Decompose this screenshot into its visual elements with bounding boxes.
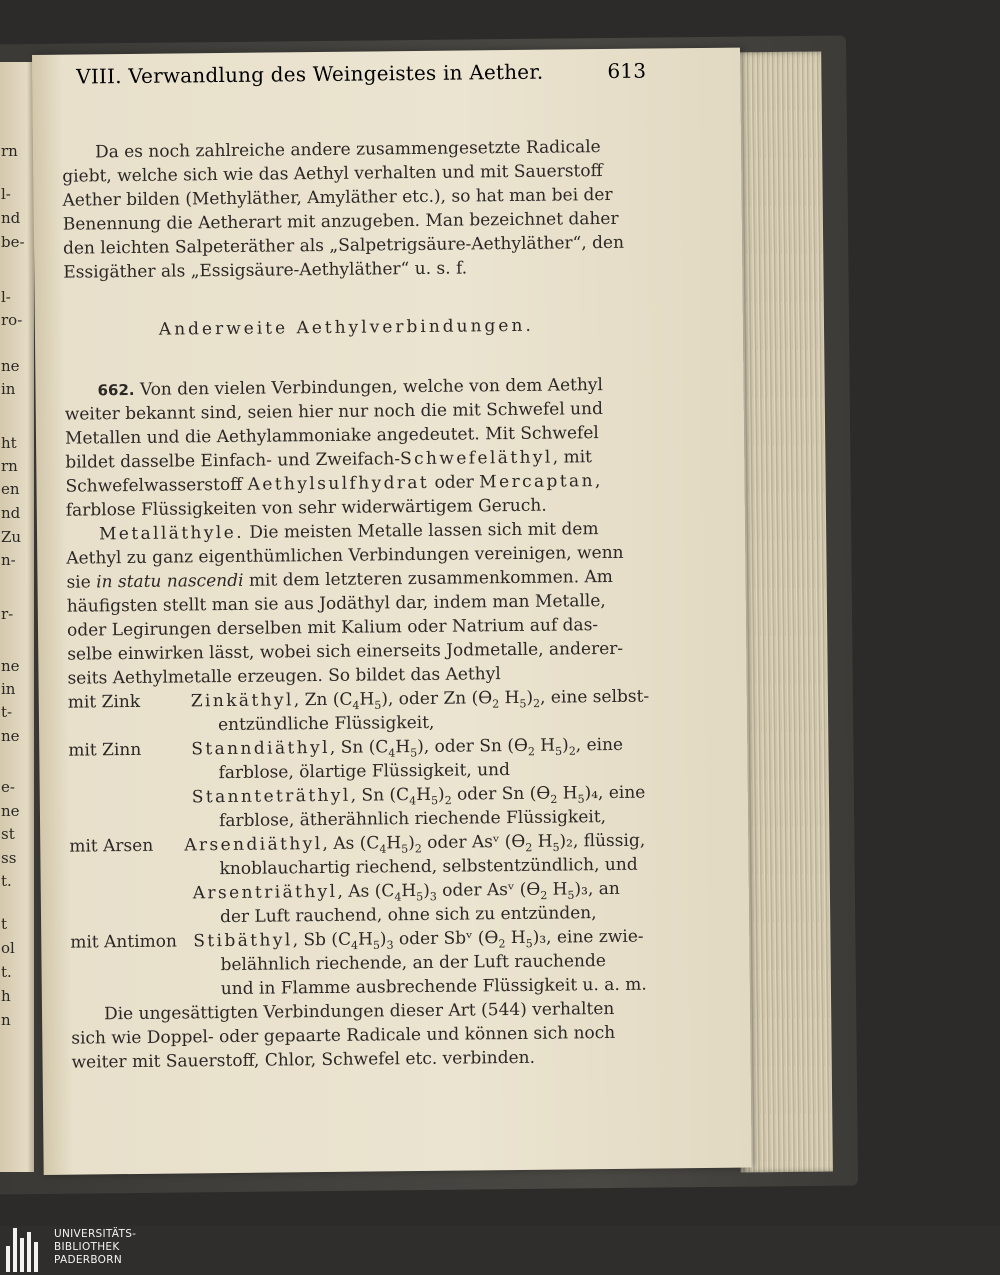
italic-phrase: in statu nascendi bbox=[96, 570, 244, 593]
subscript: 2 bbox=[444, 794, 452, 808]
formula-part: H bbox=[395, 737, 411, 758]
metall-paragraph bbox=[66, 516, 680, 690]
text-span: Die meisten Metalle lassen sich mit dem bbox=[243, 519, 599, 543]
formula-part: ) bbox=[379, 929, 387, 950]
margin-fragment: ol bbox=[1, 939, 15, 957]
page-number: 613 bbox=[607, 58, 647, 83]
formula-part: H bbox=[499, 687, 520, 709]
subscript: 5 bbox=[372, 938, 380, 952]
text-line: Essigäther als „Essigsäure-Aethyläther“ u. s. f. bbox=[63, 258, 468, 283]
formula-part: oder Sbᵛ (Ɵ bbox=[393, 928, 499, 950]
subscript: 3 bbox=[429, 890, 437, 904]
subscript: 2 bbox=[492, 697, 500, 711]
margin-fragment: l- bbox=[1, 288, 11, 306]
book-page bbox=[32, 48, 752, 1175]
formula-part: , As (C bbox=[337, 881, 395, 902]
formula-part: ) bbox=[423, 880, 430, 901]
margin-fragment: st bbox=[1, 825, 15, 843]
subscript: 5 bbox=[416, 890, 424, 904]
formula-part: , eine bbox=[575, 734, 624, 756]
margin-fragment: ro- bbox=[1, 311, 23, 329]
text-line: den leichten Salpeteräther als „Salpetrigsäure-Aethyläther“, den bbox=[62, 232, 625, 259]
running-header bbox=[76, 58, 647, 89]
text-line: oder Legirungen derselben mit Kalium oder Natrium auf das- bbox=[66, 615, 599, 641]
margin-fragment: ne bbox=[1, 357, 20, 375]
text-line: sich wie Doppel- oder gepaarte Radicale und können sich noch bbox=[71, 1022, 616, 1049]
text-span: , mit bbox=[552, 447, 593, 468]
compound-description: der Luft rauchend, ohne sich zu entzünden, bbox=[219, 903, 597, 928]
subscript: 5 bbox=[577, 792, 585, 806]
formula-part: , As (C bbox=[322, 833, 380, 855]
section-heading: Anderweite Aethylverbindungen. bbox=[158, 315, 534, 340]
margin-fragment: ss bbox=[1, 849, 17, 867]
logo-line: PADERBORN bbox=[54, 1254, 122, 1266]
library-footer bbox=[0, 1226, 1000, 1275]
text-line: selbe einwirken lässt, wobei sich einerseits Jodmetalle, anderer- bbox=[67, 638, 624, 665]
library-logo-text bbox=[54, 1228, 136, 1267]
compound-label: mit Antimon bbox=[70, 931, 177, 953]
subscript: 5 bbox=[555, 744, 563, 758]
text-line: seits Aethylmetalle erzeugen. So bildet das Aethyl bbox=[67, 664, 501, 689]
compound-name: Stannteträthyl bbox=[191, 785, 351, 808]
compound-description: entzündliche Flüssigkeit, bbox=[217, 712, 435, 736]
subscript: 2 bbox=[527, 745, 535, 759]
text-span: oder bbox=[429, 472, 480, 493]
subscript: 2 bbox=[498, 937, 506, 951]
text-span: sie bbox=[66, 572, 97, 593]
text-line: giebt, welche sich wie das Aethyl verhalten und mit Sauerstoff bbox=[62, 161, 603, 187]
logo-line: UNIVERSITÄTS- bbox=[54, 1228, 137, 1240]
formula-part: H bbox=[505, 927, 526, 949]
formula-part: H bbox=[547, 879, 568, 900]
text-line: weiter bekannt sind, seien hier nur noch die mit Schwefel und bbox=[64, 399, 603, 425]
formula-part: , Sn (C bbox=[329, 737, 389, 758]
margin-fragment: nd bbox=[1, 209, 21, 227]
margin-fragment: t. bbox=[1, 963, 12, 981]
compound-label: mit Zink bbox=[67, 691, 141, 713]
subscript: 4 bbox=[379, 842, 387, 856]
text-span: bildet dasselbe Einfach- und Zweifach- bbox=[65, 449, 401, 473]
paragraph-number: 662. bbox=[97, 380, 135, 400]
formula-part: ), oder Sn (Ɵ bbox=[417, 735, 528, 758]
compound-description: und in Flamme ausbrechende Flüssigkeit u. a. m. bbox=[220, 974, 647, 1000]
text-span: Von den vielen Verbindungen, welche von dem Aethyl bbox=[139, 375, 604, 400]
margin-fragment: ne bbox=[1, 657, 20, 675]
margin-fragment: t bbox=[1, 915, 8, 933]
compound-description: belähnlich riechende, an der Luft rauchende bbox=[220, 951, 606, 976]
text-line: häufigsten stellt man sie aus Jodäthyl dar, indem man Metalle, bbox=[66, 591, 606, 617]
emphasis-term: Aethylsulfhydrat bbox=[247, 472, 430, 495]
formula-part: H bbox=[557, 783, 578, 804]
subscript: 4 bbox=[388, 746, 396, 760]
text-line: Die ungesättigten Verbindungen dieser Art (544) verhalten bbox=[103, 998, 615, 1025]
margin-fragment: l- bbox=[1, 185, 11, 203]
header-title: VIII. Verwandlung des Weingeistes in Aether. bbox=[76, 59, 544, 89]
subscript: 5 bbox=[525, 937, 533, 951]
formula-part: H bbox=[401, 881, 417, 902]
subscript: 2 bbox=[414, 842, 422, 856]
compound-description: knoblauchartig riechend, selbstentzündlich, und bbox=[219, 854, 638, 880]
formula-part: oder Asᵛ (Ɵ bbox=[436, 879, 541, 901]
compound-name: Arsentriäthyl bbox=[192, 881, 338, 904]
compound-name: Stanndiäthyl bbox=[191, 737, 330, 760]
margin-fragment: in bbox=[1, 680, 16, 698]
formula-part: oder Sn (Ɵ bbox=[451, 783, 551, 805]
margin-fragment: in bbox=[1, 380, 16, 398]
compound-description: farblose, ätherähnlich riechende Flüssigkeit, bbox=[218, 807, 607, 832]
text-line: Aethyl zu ganz eigenthümlichen Verbindungen vereinigen, wenn bbox=[66, 542, 624, 569]
subscript: 5 bbox=[567, 888, 575, 902]
margin-fragment: ht bbox=[1, 434, 17, 452]
formula-part: ) bbox=[561, 735, 569, 756]
formula-part: ) bbox=[408, 833, 415, 854]
subscript: 5 bbox=[552, 840, 560, 854]
paragraph-662 bbox=[64, 372, 677, 522]
margin-fragment: e- bbox=[1, 778, 15, 796]
formula-part: H bbox=[386, 833, 402, 854]
margin-fragment: r- bbox=[1, 605, 14, 623]
margin-fragment: be- bbox=[1, 233, 25, 251]
formula-part: oder Asᵛ (Ɵ bbox=[421, 831, 526, 853]
emphasis-term: Schwefeläthyl bbox=[399, 447, 553, 470]
formula-part: , eine selbst- bbox=[539, 686, 650, 708]
emphasis-term: Mercaptan bbox=[479, 471, 596, 493]
formula-part: )₄, eine bbox=[584, 782, 646, 804]
subscript: 5 bbox=[519, 697, 527, 711]
formula-part: ) bbox=[437, 784, 445, 805]
subscript: 5 bbox=[374, 698, 382, 712]
margin-fragment: rn bbox=[1, 457, 18, 475]
intro-paragraph bbox=[62, 134, 675, 284]
formula-part: , Sn (C bbox=[350, 785, 410, 806]
logo-line: BIBLIOTHEK bbox=[54, 1241, 120, 1253]
text-span: , bbox=[594, 471, 601, 492]
text-line: farblose Flüssigkeiten von sehr widerwärtigem Geruch. bbox=[65, 495, 547, 521]
margin-fragment: ne bbox=[1, 802, 20, 820]
compound-label: mit Arsen bbox=[69, 835, 154, 857]
margin-fragment: t- bbox=[1, 703, 13, 721]
subscript: 5 bbox=[410, 746, 418, 760]
subscript: 2 bbox=[568, 744, 576, 758]
formula-part: , Sb (C bbox=[292, 929, 352, 951]
formula-part: ) bbox=[526, 687, 534, 708]
formula-part: ), oder Zn (Ɵ bbox=[381, 688, 493, 710]
compound-name: Zinkäthyl bbox=[190, 690, 294, 712]
text-line: Benennung die Aetherart mit anzugeben. Man bezeichnet daher bbox=[62, 208, 619, 235]
margin-fragment: Zu bbox=[1, 528, 22, 546]
subscript: 4 bbox=[394, 890, 402, 904]
subscript: 2 bbox=[540, 889, 548, 903]
formula-part: H bbox=[532, 831, 553, 852]
margin-fragment: rn bbox=[1, 142, 18, 160]
formula-part: H bbox=[534, 735, 556, 756]
left-page-margin bbox=[0, 62, 34, 1172]
margin-fragment: n bbox=[1, 1011, 11, 1029]
margin-fragment: ne bbox=[1, 727, 20, 745]
text-line: weiter mit Sauerstoff, Chlor, Schwefel etc. verbinden. bbox=[71, 1047, 536, 1073]
formula-part: )₃, an bbox=[574, 878, 620, 900]
formula-part: H bbox=[416, 784, 432, 806]
formula-part: )₃, eine zwie- bbox=[532, 926, 644, 948]
formula-part: )₂, flüssig, bbox=[559, 830, 646, 852]
compound-name: Stibäthyl bbox=[193, 930, 293, 952]
library-logo-icon bbox=[6, 1228, 46, 1272]
text-line: Da es noch zahlreiche andere zusammengesetzte Radicale bbox=[94, 137, 601, 163]
subscript: 4 bbox=[352, 698, 360, 713]
closing-paragraph bbox=[71, 996, 684, 1074]
text-span: Schwefelwasserstoff bbox=[65, 474, 248, 497]
text-line: Metallen und die Aethylammoniake angedeutet. Mit Schwefel bbox=[64, 423, 599, 449]
margin-fragment: t. bbox=[1, 872, 12, 890]
compound-name: Arsendiäthyl bbox=[184, 834, 323, 856]
subscript: 2 bbox=[550, 792, 558, 807]
formula-part: , Zn (C bbox=[293, 689, 353, 711]
text-span: mit dem letzteren zusammenkommen. Am bbox=[243, 566, 613, 591]
subscript: 2 bbox=[525, 841, 533, 855]
subscript: 5 bbox=[430, 794, 439, 808]
subscript: 2 bbox=[533, 697, 541, 711]
compound-label: mit Zinn bbox=[68, 739, 142, 761]
emphasis-term: Metalläthyle. bbox=[98, 522, 245, 545]
subscript: 4 bbox=[409, 794, 417, 808]
margin-fragment: h bbox=[1, 987, 11, 1005]
margin-fragment: n- bbox=[1, 551, 16, 569]
margin-fragment: en bbox=[1, 480, 20, 498]
subscript: 4 bbox=[351, 939, 359, 953]
margin-fragment: nd bbox=[1, 504, 21, 522]
formula-part: H bbox=[359, 689, 375, 710]
subscript: 5 bbox=[401, 842, 409, 856]
formula-part: H bbox=[357, 929, 373, 950]
text-line: Aether bilden (Methyläther, Amyläther etc.), so hat man bei der bbox=[62, 184, 613, 211]
compound-description: farblose, ölartige Flüssigkeit, und bbox=[218, 760, 511, 784]
subscript: 3 bbox=[386, 938, 394, 952]
